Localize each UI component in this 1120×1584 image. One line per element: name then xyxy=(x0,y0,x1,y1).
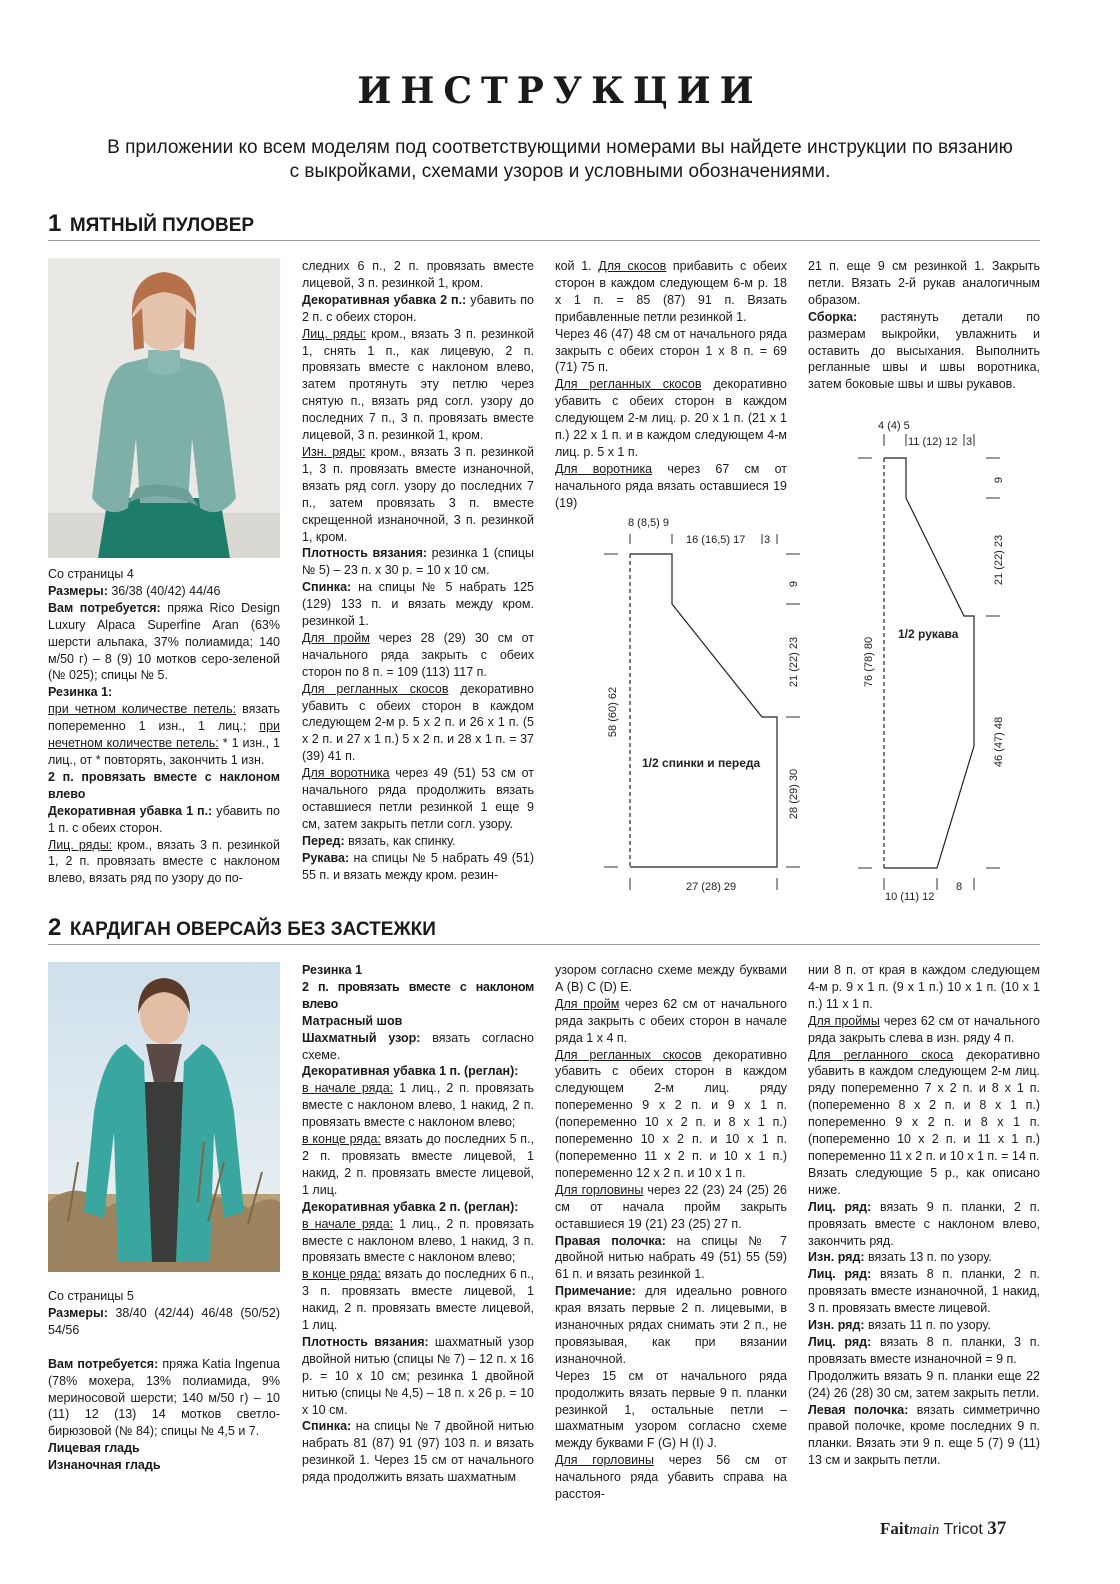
check-value: вязать согласно схеме. xyxy=(302,1030,534,1062)
s1-column-1 xyxy=(48,566,280,887)
sweater-photo xyxy=(48,258,280,558)
row-label: Лиц. ряд: xyxy=(808,1199,872,1214)
back-value: на спицы № 5 набрать 125 (129) 133 п. и вязать между кром. резинкой 1. xyxy=(302,580,534,629)
sleeve-schema-label: 1/2 рукава xyxy=(898,627,959,641)
bevel-label: Для скосов xyxy=(598,259,667,273)
rs-text: кром., вязать 3 п. резинкой 1, 2 п. провязать вместе с наклоном влево, вязать ряд по узору до по- xyxy=(48,837,280,886)
ws-label: Изн. ряды: xyxy=(302,444,366,459)
raglan-text: декоративно убавить с обеих сторон в каждом следующем 2-м лиц. р. 20 х 1 п. (21 х 1 п.) 22 х 1 п. и в каждом следующем 4-м лиц. р. 5 х 1 п. xyxy=(555,377,787,459)
intro-line-2: с выкройками, схемами узоров и условными обозначениями. xyxy=(289,161,831,182)
note-label: Примечание: xyxy=(555,1284,636,1299)
rs-label: Лиц. ряды: xyxy=(302,326,367,341)
para: Продолжить вязать 9 п. планки еще 22 (24) 26 (28) 30 см, затем закрыть петли. xyxy=(808,1368,1040,1400)
section-2-title: КАРДИГАН ОВЕРСАЙЗ БЕЗ ЗАСТЕЖКИ xyxy=(69,919,436,940)
raglan-label: Для регланного скоса xyxy=(808,1047,954,1062)
left-front-label: Левая полочка: xyxy=(808,1402,909,1417)
sleeves-value: на спицы № 5 набрать 49 (51) 55 п. и вязать между кром. резин- xyxy=(302,850,534,882)
mattress-label: Матрасный шов xyxy=(302,1013,403,1028)
s2-column-2 xyxy=(302,962,534,1486)
rs-label: Лиц. ряды: xyxy=(48,837,113,852)
brand-tricot: Tricot xyxy=(943,1521,983,1538)
row-start-text: 1 лиц., 2 п. провязать вместе с наклоном влево, 1 накид, 3 п. провязать вместе с наклоном влево; xyxy=(302,1216,534,1265)
row-end-text: вязать до последних 6 п., 3 п. провязать вместе лицевой, 1 накид, 2 п. провязать вместе лицевой, 1 лиц. xyxy=(302,1267,535,1333)
bevel-text: прибавить с обеих сторон в каждом следующем 6-м р. 18 х 1 п. = 85 (87) 91 п. Вязать прибавленные петли резинкой 1. xyxy=(555,259,788,324)
armhole-text: через 62 см от начального ряда закрыть с обеих сторон в начале ряда 1 х 4 п. xyxy=(555,996,787,1045)
row-value: вязать 8 п. планки, 3 п. провязать вместе изнаночной = 9 п. xyxy=(808,1334,1040,1366)
intro-line-1: В приложении ко всем моделям под соответствующими номерами вы найдете инструкции по вязанию xyxy=(107,137,1013,158)
sleeve-dim-right-bot: 46 (47) 48 xyxy=(993,716,1005,768)
rs-text: кром., вязать 3 п. резинкой 1, снять 1 п., как лицевую, 2 п. провязать вместе с наклоном влево, затем протянуть эту петлю через снятую п., вязать ряд согл. узору до последних 7 п., 3 п. провязать вместе лицевой, 3 п. резинкой 1, кром. xyxy=(302,326,534,443)
gauge-value: резинка 1 (спицы № 5) – 23 п. х 30 р. = 10 х 10 см. xyxy=(302,546,535,578)
armhole-text: через 28 (29) 30 см от начального ряда закрыть с обеих сторон по 8 п. = 109 (113) 117 п. xyxy=(302,630,534,679)
sizes-label: Размеры: xyxy=(48,1305,108,1320)
sleeves-label: Рукава: xyxy=(302,850,350,865)
materials-value: пряжа Rico Design Luxury Alpaca Superfine Aran (63% шерсти альпака, 37% полиамида; 140 м/50 г) – 8 (9) 10 мотков серо-зеленой (№ 025); спицы № 5. xyxy=(48,600,280,683)
sleeve-dim-bottom-b: 8 xyxy=(956,881,963,893)
back-label: Спинка: xyxy=(302,580,352,595)
k2tog-label: 2 п. провязать вместе с наклоном влево xyxy=(302,979,534,1011)
para: Вязать следующие 5 р., как описано ниже. xyxy=(808,1165,1040,1197)
stockinette-label: Лицевая гладь xyxy=(48,1441,140,1456)
row-start-text: 1 лиц., 2 п. провязать вместе с наклоном влево, 1 накид, 2 п. провязать вместе с наклоном влево; xyxy=(302,1081,534,1130)
assembly-label: Сборка: xyxy=(808,309,858,324)
back-label: Спинка: xyxy=(302,1419,352,1434)
section-1-header xyxy=(48,210,1040,241)
assembly-value: растянуть детали по размерам выкройки, увлажнить и оставить до высыхания. Выполнить регланные швы и швы воротника, затем боковые швы и швы рукавов. xyxy=(808,309,1040,392)
body-dim-top-left: 8 (8,5) 9 xyxy=(628,517,669,529)
para: Через 46 (47) 48 см от начального ряда закрыть с обеих сторон 1 х 8 п. = 69 (71) 75 п. xyxy=(555,326,787,375)
row-end-label: в конце ряда: xyxy=(302,1267,381,1282)
row-value: вязать 8 п. планки, 2 п. провязать вместе изнаночной, 1 накид, 3 п. провязать вместе лицевой. xyxy=(808,1267,1040,1316)
raglan-text: декоративно убавить в каждом следующем 2-м лиц. ряду попеременно 7 х 2 п. и 8 х 1 п. (попеременно 8 х 2 п. и 8 х 1 п.) попеременно 9 х 2 п. и 8 х 1 п. (попеременно 10 х 2 п. и 11 х 1 п.) попеременно 11 х 2 п. и 10 х 1 п. = 14 п. xyxy=(808,1047,1040,1163)
row-label: Лиц. ряд: xyxy=(808,1267,872,1282)
row-value: вязать 11 п. по узору. xyxy=(864,1318,991,1333)
raglan-label: Для регланных скосов xyxy=(555,1047,702,1062)
materials-label: Вам потребуется: xyxy=(48,1356,159,1371)
reverse-stockinette-label: Изнаночная гладь xyxy=(48,1458,161,1473)
row-end-text: вязать до последних 5 п., 2 п. провязать вместе лицевой, 1 накид, 2 п. провязать вместе лицевой, 1 лиц. xyxy=(302,1132,535,1197)
body-schema-label: 1/2 спинки и переда xyxy=(642,756,761,770)
row-end-label: в конце ряда: xyxy=(302,1132,381,1147)
magazine-brand xyxy=(880,1519,939,1538)
note-value: для идеально ровного края вязать первые 2 п. лицевыми, в изнаночных рядах снимать эти 2 п., не провязывая, как при вязании изнаночной. xyxy=(555,1284,787,1366)
collar-text: через 67 см от начального ряда вязать оставшиеся 19 (19) xyxy=(555,461,787,510)
raglan-text: декоративно убавить с обеих сторон в каждом следующем 2-м р. 5 х 2 п. и 26 х 1 п. (5 х 2 п. и 27 х 1 п.) 5 х 2 п. и 28 х 1 п. = 37 (39) 41 п. xyxy=(302,681,534,764)
s1-column-2 xyxy=(302,258,534,884)
collar-text: через 49 (51) 53 см от начального ряда продолжить вязать оставшиеся петли резинкой 1 еще 9 см, затем закрыть петли согл. узору. xyxy=(302,766,534,831)
from-page: Со страницы 5 xyxy=(48,1289,134,1303)
cardigan-photo xyxy=(48,962,280,1272)
dec2-label: Декоративная убавка 2 п.: xyxy=(302,292,467,307)
rib-label: Резинка 1 xyxy=(302,963,363,977)
dec1-label: Декоративная убавка 1 п. (реглан): xyxy=(302,1064,519,1079)
sleeve-dim-right-top: 9 xyxy=(993,476,1005,484)
s2-column-1 xyxy=(48,1288,280,1474)
rib-odd-text: * 1 изн., 1 лиц., от * повторять, закончить 1 изн. xyxy=(48,736,280,767)
page-footer xyxy=(880,1518,1060,1540)
raglan-label: Для регланных скосов xyxy=(555,377,702,392)
sizes-label: Размеры: xyxy=(48,583,108,598)
raglan-text: декоративно убавить с обеих сторон в каждом следующем 2-м лиц. ряду попеременно 9 х 2 п. и 9 х 1 п. (попеременно 10 х 2 п. и 8 х 1 п.) попеременно 10 х 2 п. и 10 х 1 п. (попеременно 11 х 2 п. и 10 х 1 п.) попеременно 12 х 2 п. и 10 х 1 п. xyxy=(555,1047,787,1180)
row-start-label: в начале ряда: xyxy=(302,1081,394,1096)
para: нии 8 п. от края в каждом следующем 4-м р. 9 х 1 п. (9 х 1 п.) 10 х 1 п. (10 х 1 п.) 11 х 1 п. xyxy=(808,963,1040,1011)
section-1-title: МЯТНЫЙ ПУЛОВЕР xyxy=(69,215,255,236)
armhole-label: Для пройм xyxy=(555,996,620,1011)
body-dim-right-mid: 21 (22) 23 xyxy=(788,636,800,688)
materials-label: Вам потребуется: xyxy=(48,600,161,615)
sleeve-dim-bottom-a: 10 (11) 12 xyxy=(885,891,935,903)
row-value: вязать 9 п. планки, 2 п. провязать вместе с наклоном влево, закончить ряд. xyxy=(808,1199,1040,1248)
para: следних 6 п., 2 п. провязать вместе лицевой, 3 п. резинкой 1, кром. xyxy=(302,259,534,290)
collar-label: Для воротника xyxy=(555,461,653,476)
sleeve-dim-top-a: 4 (4) 5 xyxy=(878,420,910,432)
body-dim-top-mid: 16 (16,5) 17 xyxy=(686,534,746,546)
sizes-value: 36/38 (40/42) 44/46 xyxy=(107,583,221,598)
para: 21 п. еще 9 см резинкой 1. Закрыть петли. Вязать 2-й рукав аналогичным образом. xyxy=(808,259,1040,307)
ws-text: кром., вязать 3 п. резинкой 1, 3 п. провязать вместе изнаночной, вязать ряд согл. узору до последних 7 п., затем провязать 3 п. вместе скрещенной изнаночной, 3 п. резинкой 1, кром. xyxy=(302,444,534,544)
dec2-label: Декоративная убавка 2 п. (реглан): xyxy=(302,1199,519,1214)
rib-odd-label: при нечетном количестве петель: xyxy=(48,719,280,751)
s2-column-3 xyxy=(555,962,787,1503)
gauge-label: Плотность вязания: xyxy=(302,546,428,561)
section-2-header xyxy=(48,914,1040,945)
s1-column-4 xyxy=(808,258,1040,393)
check-label: Шахматный узор: xyxy=(302,1030,421,1045)
from-page: Со страницы 4 xyxy=(48,567,134,581)
collar-label: Для воротника xyxy=(302,766,390,781)
neck-text: через 22 (23) 24 (25) 26 см от начала пройм закрыть оставшиеся 19 (21) 23 (25) 27 п. xyxy=(555,1182,787,1231)
dec2-value: убавить по 2 п. с обеих сторон. xyxy=(302,292,535,324)
section-2-number: 2 xyxy=(48,914,62,941)
right-front-label: Правая полочка: xyxy=(555,1233,666,1248)
back-value: на спицы № 7 двойной нитью набрать 81 (87) 91 (97) 103 п. и вязать резинкой 1. Через 15 см от начального ряда продолжить вязать шахматным xyxy=(302,1419,534,1485)
body-dim-left: 58 (60) 62 xyxy=(607,686,619,738)
para: Через 15 см от начального ряда продолжить вязать первые 9 п. планки резинкой 1, остальные петли – шахматным узором согласно схеме между буквами F (G) H (I) J. xyxy=(555,1368,787,1451)
front-label: Перед: xyxy=(302,833,345,848)
section-1-number: 1 xyxy=(48,210,62,237)
gauge-value: шахматный узор двойной нитью (спицы № 7) – 12 п. х 16 р. = 10 х 10 см; резинка 1 двойной нитью (спицы № 4,5) – 18 п. х 26 р. = 10 х 10 см. xyxy=(302,1334,534,1417)
page-number: 37 xyxy=(987,1518,1007,1539)
sleeve-dim-right-mid: 21 (22) 23 xyxy=(993,534,1005,586)
neck-label: Для горловины xyxy=(555,1182,644,1197)
rib-label: Резинка 1: xyxy=(48,685,113,700)
sleeve-dim-top-c: 3 xyxy=(966,436,973,448)
armhole-text: через 62 см от начального ряда закрыть слева в изн. ряду 4 п. xyxy=(808,1013,1040,1045)
sleeve-dim-top-b: 11 (12) 12 xyxy=(908,436,958,448)
front-value: вязать, как спинку. xyxy=(344,833,456,848)
dec1-label: Декоративная убавка 1 п.: xyxy=(48,803,213,818)
row-label: Лиц. ряд: xyxy=(808,1334,872,1349)
armhole-label: Для проймы xyxy=(808,1013,880,1028)
armhole-label: Для пройм xyxy=(302,630,370,645)
body-schematic xyxy=(596,512,808,896)
rib-even-text: вязать попеременно 1 изн., 1 лиц.; xyxy=(48,702,280,734)
row-value: вязать 13 п. по узору. xyxy=(864,1250,992,1265)
gauge-label: Плотность вязания: xyxy=(302,1334,429,1349)
sleeve-schematic xyxy=(852,416,1032,906)
sizes-value: 38/40 (42/44) 46/48 (50/52) 54/56 xyxy=(48,1305,280,1337)
k2tog-label: 2 п. провязать вместе с наклоном влево xyxy=(48,769,280,801)
s2-column-4 xyxy=(808,962,1040,1469)
rib-even-label: при четном количестве петель: xyxy=(48,702,237,717)
left-front-value: вязать симметрично правой полочке, кроме последних 9 п. планки. Вязать эти 9 п. еще 5 (7) 9 (11) 13 см и закрыть петли. xyxy=(808,1402,1040,1468)
brand-part: main xyxy=(909,1522,940,1538)
row-label: Изн. ряд: xyxy=(808,1250,865,1265)
row-start-label: в начале ряда: xyxy=(302,1216,394,1231)
brand-part: Fait xyxy=(880,1519,910,1538)
body-dim-bottom: 27 (28) 29 xyxy=(686,881,737,893)
body-dim-top-right: 3 xyxy=(764,534,771,546)
body-dim-right-bot: 28 (29) 30 xyxy=(788,768,800,820)
dec1-value: убавить по 1 п. с обеих сторон. xyxy=(48,803,281,835)
intro-text xyxy=(40,136,1080,184)
raglan-label: Для регланных скосов xyxy=(302,681,449,696)
neck-label: Для горловины xyxy=(555,1453,654,1468)
materials-value: пряжа Katia Ingenua (78% мохера, 13% полиамида, 9% мериносовой шерсти; 140 м/50 г) – 10 (11) 12 (13) 14 мотков светло-бирюзовой (№ 84); спицы № 4,5 и 7. xyxy=(48,1356,280,1439)
para: узором согласно схеме между буквами А (В) С (D) Е. xyxy=(555,963,787,994)
right-front-value: на спицы № 7 двойной нитью набрать 49 (51) 55 (59) 61 п. и вязать резинкой 1. xyxy=(555,1233,787,1282)
body-dim-right-top: 9 xyxy=(788,580,800,588)
sleeve-dim-left: 76 (78) 80 xyxy=(863,636,875,688)
neck-text: через 56 см от начального ряда убавить справа на расстоя- xyxy=(555,1453,787,1502)
row-label: Изн. ряд: xyxy=(808,1318,865,1333)
para: кой 1. xyxy=(555,259,599,273)
s1-column-3 xyxy=(555,258,787,512)
page-title: ИНСТРУКЦИИ xyxy=(357,70,763,112)
